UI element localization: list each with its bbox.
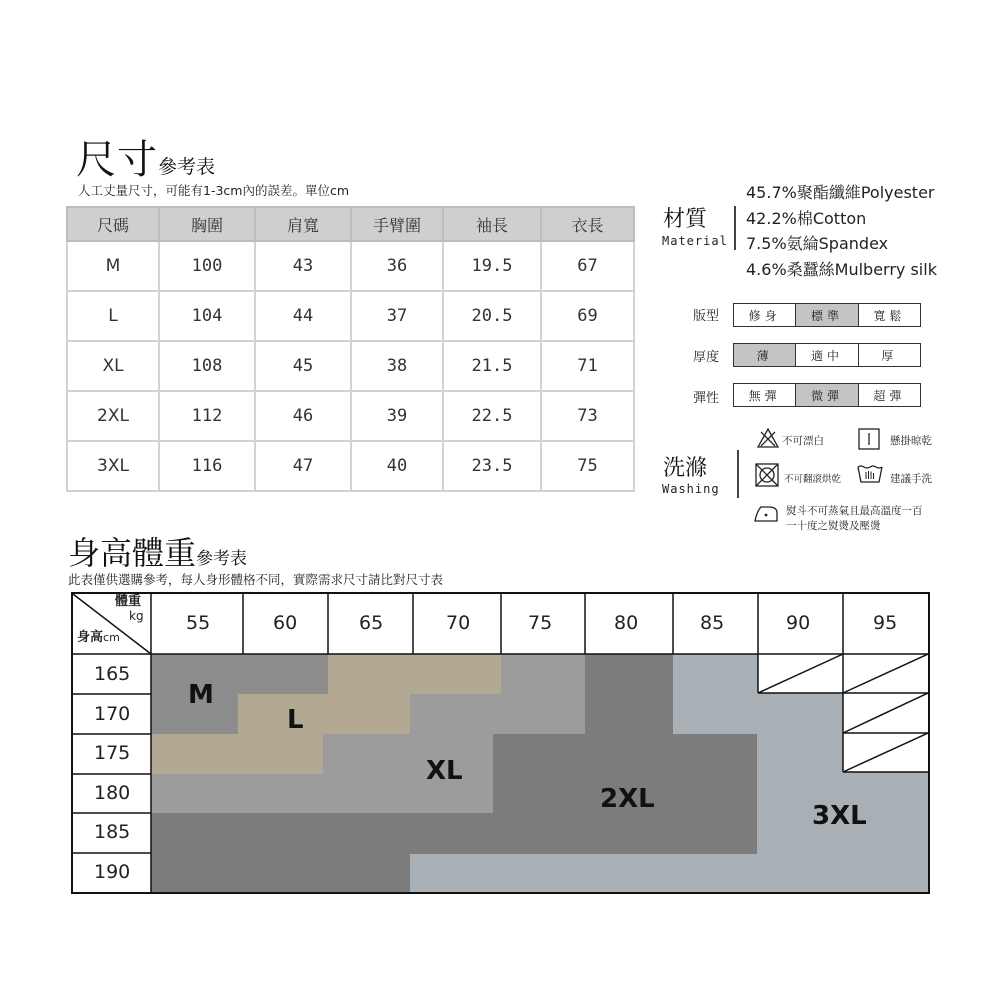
cell-arm: 40 — [351, 441, 443, 491]
hw-chart-note: 此表僅供選購參考，每人身形體格不同，實際需求尺寸請比對尺寸表 — [68, 572, 444, 587]
cell-length: 71 — [541, 341, 634, 391]
size-table — [66, 206, 635, 492]
height-header: 185 — [94, 821, 131, 843]
cell-size: XL — [67, 341, 159, 391]
cell-chest: 108 — [159, 341, 255, 391]
cell-sleeve: 21.5 — [443, 341, 541, 391]
header-length: 衣長 — [541, 207, 634, 241]
header-shoulder: 肩寬 — [255, 207, 351, 241]
cell-size: 2XL — [67, 391, 159, 441]
weight-header: 80 — [614, 612, 639, 634]
zone-label-m: M — [188, 680, 214, 710]
cell-shoulder: 43 — [255, 241, 351, 291]
hw-chart-title-big: 身高體重 — [68, 534, 197, 572]
iron-text-line2: 一十度之熨燙及壓燙 — [786, 520, 881, 532]
size-table-header-row — [67, 207, 634, 241]
zone-label-xl: XL — [426, 756, 463, 786]
hang-dry-text: 懸掛晾乾 — [890, 435, 932, 447]
header-size: 尺碼 — [67, 207, 159, 241]
weight-header: 55 — [186, 612, 211, 634]
size-chart-title-big: 尺寸 — [76, 137, 158, 183]
table-row — [67, 391, 634, 441]
elasticity-option: 無彈 — [748, 388, 781, 403]
no-tumble-dry-icon — [755, 463, 779, 487]
thickness-option-selected: 薄 — [734, 344, 795, 366]
hw-zones — [151, 654, 928, 892]
thickness-label: 厚度 — [693, 350, 720, 365]
weight-header: 70 — [446, 612, 471, 634]
cell-sleeve: 19.5 — [443, 241, 541, 291]
height-header: 180 — [94, 782, 131, 804]
hw-chart-title — [68, 528, 247, 574]
corner-weight-unit: kg — [129, 609, 144, 623]
cell-chest: 116 — [159, 441, 255, 491]
material-divider — [734, 206, 736, 250]
weight-header: 90 — [786, 612, 811, 634]
thickness-option: 適中 — [795, 344, 857, 366]
weight-header: 95 — [873, 612, 898, 634]
thickness-option: 厚 — [858, 344, 920, 366]
header-sleeve: 袖長 — [443, 207, 541, 241]
cell-chest: 104 — [159, 291, 255, 341]
cell-sleeve: 20.5 — [443, 291, 541, 341]
size-chart-title-small: 參考表 — [158, 156, 216, 178]
fit-label: 版型 — [693, 309, 720, 324]
material-title: 材質 — [663, 207, 708, 232]
weight-header: 75 — [528, 612, 553, 634]
washing-divider — [737, 450, 739, 498]
cell-shoulder: 46 — [255, 391, 351, 441]
table-row — [67, 441, 634, 491]
cell-length: 67 — [541, 241, 634, 291]
corner-height: 身高cm — [77, 630, 120, 645]
zone-label-3xl: 3XL — [812, 801, 867, 831]
hw-grid-svg — [73, 594, 928, 892]
cell-size: L — [67, 291, 159, 341]
iron-icon — [753, 503, 779, 523]
zone-label-2xl: 2XL — [600, 784, 655, 814]
height-header: 175 — [94, 742, 131, 764]
size-chart-note: 人工丈量尺寸，可能有1-3cm內的誤差。單位cm — [78, 183, 350, 198]
elasticity-options — [733, 383, 921, 407]
fit-option: 寬鬆 — [858, 304, 920, 326]
weight-header: 65 — [359, 612, 384, 634]
table-row — [67, 291, 634, 341]
cell-length: 75 — [541, 441, 634, 491]
fit-option-selected: 標準 — [795, 304, 857, 326]
elasticity-option-selected: 微彈 — [795, 384, 857, 406]
hand-wash-text: 建議手洗 — [890, 473, 932, 485]
cell-shoulder: 47 — [255, 441, 351, 491]
cell-size: M — [67, 241, 159, 291]
height-header: 165 — [94, 663, 131, 685]
corner-weight: 體重 — [115, 594, 142, 609]
table-row — [67, 241, 634, 291]
elasticity-option: 超彈 — [858, 384, 920, 406]
washing-title: 洗滌 — [663, 456, 708, 481]
hw-grid — [71, 592, 930, 894]
size-chart-title — [76, 128, 215, 185]
thickness-options — [733, 343, 921, 367]
cell-chest: 100 — [159, 241, 255, 291]
material-line: 45.7%聚酯纖維Polyester — [746, 183, 935, 202]
zone-label-l: L — [287, 705, 304, 735]
hang-dry-icon — [858, 428, 880, 450]
height-header: 170 — [94, 703, 131, 725]
cell-arm: 36 — [351, 241, 443, 291]
header-chest: 胸圍 — [159, 207, 255, 241]
material-line: 4.6%桑蠶絲Mulberry silk — [746, 260, 937, 279]
fit-options — [733, 303, 921, 327]
cell-arm: 39 — [351, 391, 443, 441]
elasticity-label: 彈性 — [693, 391, 720, 406]
weight-header: 60 — [273, 612, 298, 634]
header-arm: 手臂圍 — [351, 207, 443, 241]
height-header: 190 — [94, 861, 131, 883]
cell-arm: 38 — [351, 341, 443, 391]
cell-length: 69 — [541, 291, 634, 341]
no-bleach-icon — [757, 428, 779, 448]
cell-shoulder: 45 — [255, 341, 351, 391]
weight-header: 85 — [700, 612, 725, 634]
material-line: 42.2%棉Cotton — [746, 209, 867, 228]
hw-chart-title-small: 參考表 — [196, 549, 248, 569]
table-row — [67, 341, 634, 391]
no-tumble-dry-text: 不可翻滾烘乾 — [784, 474, 842, 485]
no-bleach-text: 不可漂白 — [782, 435, 824, 447]
hand-wash-icon — [856, 463, 884, 483]
fit-option: 修身 — [748, 308, 781, 323]
material-subtitle: Material — [662, 234, 728, 248]
cell-size: 3XL — [67, 441, 159, 491]
cell-sleeve: 23.5 — [443, 441, 541, 491]
cell-chest: 112 — [159, 391, 255, 441]
material-line: 7.5%氨綸Spandex — [746, 234, 889, 253]
cell-shoulder: 44 — [255, 291, 351, 341]
cell-sleeve: 22.5 — [443, 391, 541, 441]
washing-subtitle: Washing — [662, 482, 720, 496]
iron-text-line1: 熨斗不可蒸氣且最高溫度一百 — [786, 505, 923, 517]
cell-length: 73 — [541, 391, 634, 441]
cell-arm: 37 — [351, 291, 443, 341]
